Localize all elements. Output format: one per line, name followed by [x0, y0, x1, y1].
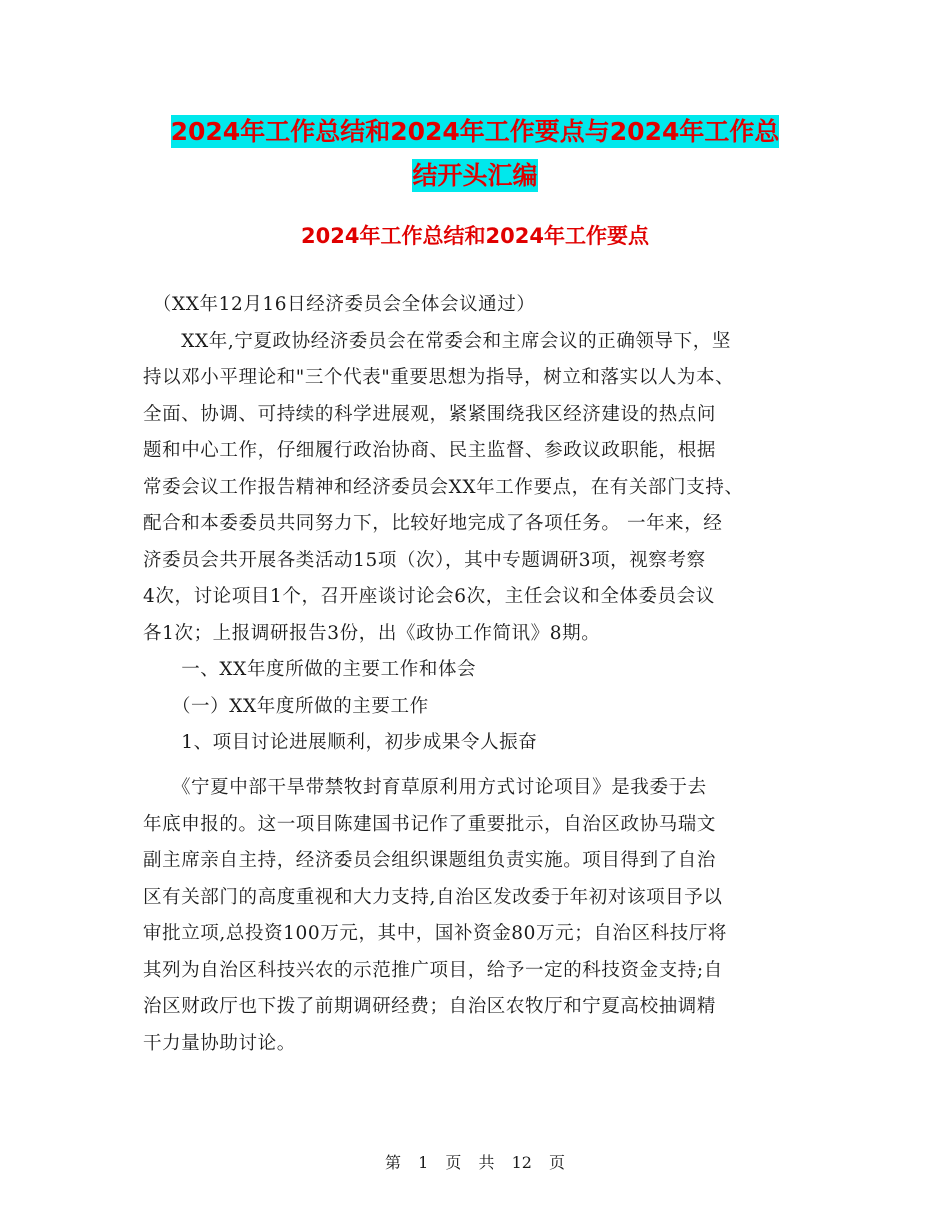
footer-page-unit: 页 [445, 1153, 462, 1172]
title-highlight: 2024年工作总结和2024年工作要点与2024年工作总 [170, 117, 780, 146]
body-paragraph-project [143, 770, 813, 1062]
text-line: 常委会议工作报告精神和经济委员会XX年工作要点，在有关部门支持、 [143, 476, 744, 498]
body-paragraphs [143, 287, 813, 762]
text-line: 审批立项,总投资100万元，其中，国补资金80万元；自治区科技厅将 [143, 923, 728, 944]
text-line: 题和中心工作，仔细履行政治协商、民主监督、参政议政职能，根据 [143, 440, 717, 461]
text-line: 配合和本委委员共同努力下，比较好地完成了各项任务。 一年来，经 [143, 513, 723, 534]
footer-page-label: 第 [384, 1153, 401, 1172]
document-title-line-2 [0, 154, 950, 197]
text-line: 济委员会共开展各类活动15项（次），其中专题调研3项，视察考察 [143, 549, 706, 571]
footer-total-unit: 页 [549, 1153, 566, 1172]
document-title-line-1 [0, 110, 950, 153]
text-line: 治区财政厅也下拨了前期调研经费；自治区农牧厅和宁夏高校抽调精 [143, 996, 717, 1017]
text-line: XX年,宁夏政协经济委员会在常委会和主席会议的正确领导下，坚 [143, 330, 731, 352]
footer-total-pages: 12 [511, 1153, 532, 1172]
text-line: 区有关部门的高度重视和大力支持,自治区发改委于年初对该项目予以 [143, 886, 723, 908]
text-line: 《宁夏中部干旱带禁牧封育草原利用方式讨论项目》是我委于去 [143, 777, 707, 798]
text-line: 4次，讨论项目1个，召开座谈讨论会6次，主任会议和全体委员会议 [143, 586, 715, 607]
title-highlight: 结开头汇编 [412, 161, 538, 190]
text-line: 其列为自治区科技兴农的示范推广项目，给予一定的科技资金支持;自 [143, 959, 723, 981]
page-footer [0, 1150, 950, 1173]
section-title: 2024年工作总结和2024年工作要点 [301, 224, 649, 248]
text-line: 年底申报的。这一项目陈建国书记作了重要批示，自治区政协马瑞文 [143, 813, 717, 835]
heading-line: （一）XX年度所做的主要工作 [143, 695, 429, 717]
heading-line: 一、XX年度所做的主要工作和体会 [143, 659, 477, 680]
text-line: 全面、协调、可持续的科学进展观，紧紧围绕我区经济建设的热点问 [143, 403, 717, 425]
text-line: 持以邓小平理论和"三个代表"重要思想为指导，树立和落实以人为本、 [143, 367, 735, 388]
text-line: 干力量协助讨论。 [143, 1032, 296, 1054]
text-line: 各1次；上报调研报告3份，出《政协工作简讯》8期。 [143, 622, 601, 644]
footer-page-number: 1 [418, 1153, 429, 1172]
text-line: 副主席亲自主持，经济委员会组织课题组负责实施。项目得到了自治 [143, 850, 717, 871]
heading-line: 1、项目讨论进展顺利，初步成果令人振奋 [143, 732, 538, 753]
footer-total-label: 共 [478, 1153, 495, 1172]
text-line: （XX年12月16日经济委员会全体会议通过） [143, 294, 536, 315]
